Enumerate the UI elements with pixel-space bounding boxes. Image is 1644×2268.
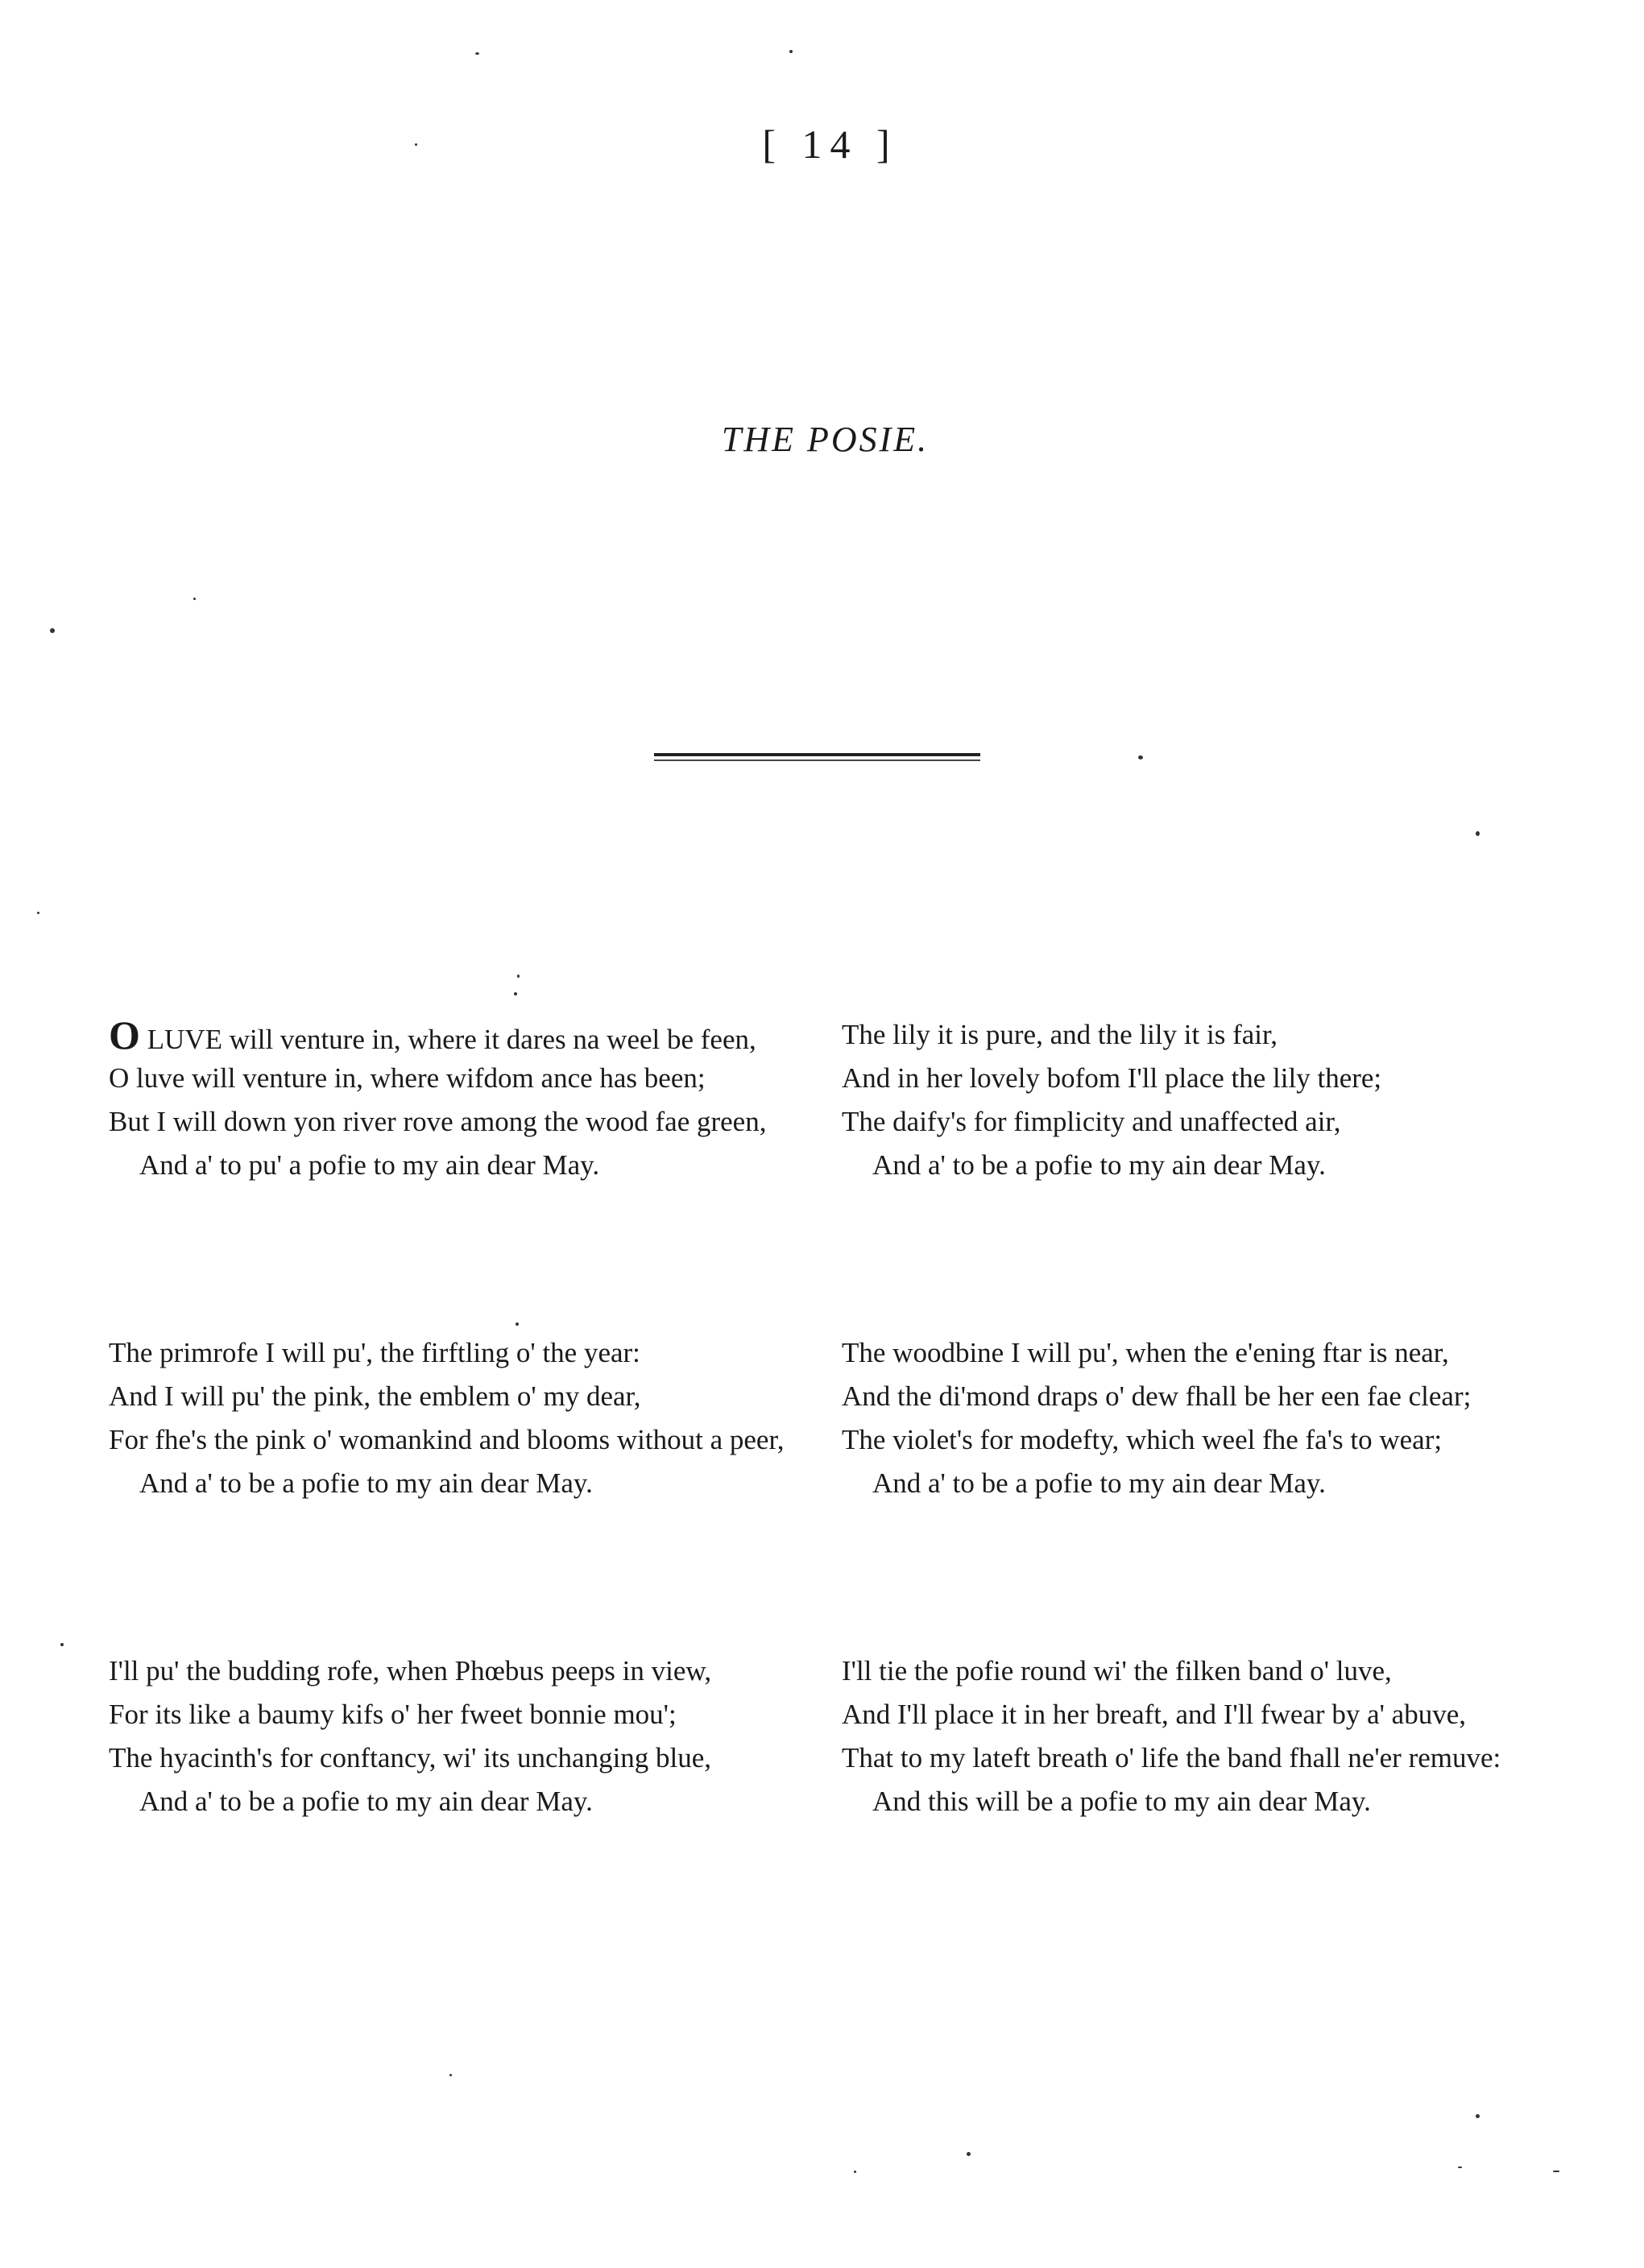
verse-line: O luve will venture in, where wifdom ance has been; <box>109 1062 706 1094</box>
scan-speck <box>475 52 479 55</box>
scan-speck <box>449 2074 452 2076</box>
scan-speck <box>37 912 39 914</box>
verse-line: For its like a baumy kifs o' her fweet bonnie mou'; <box>109 1699 677 1730</box>
verse-line: O LUVE will venture in, where it dares na weel be feen, <box>109 1012 756 1057</box>
verse-line: And the di'mond draps o' dew fhall be her een fae clear; <box>842 1380 1472 1412</box>
verse-line: That to my lateft breath o' life the band fhall ne'er remuve: <box>842 1742 1501 1773</box>
verse-line: The primrofe I will pu', the firftling o' the year: <box>109 1337 640 1368</box>
scan-speck <box>514 992 517 995</box>
scan-speck <box>1476 2114 1480 2118</box>
scan-speck <box>1138 755 1143 759</box>
verse-line: And I'll place it in her breaft, and I'll fwear by a' abuve, <box>842 1699 1466 1730</box>
scan-speck <box>193 598 196 600</box>
verse-line: For fhe's the pink o' womankind and blooms without a peer, <box>109 1424 785 1455</box>
verse-line: The lily it is pure, and the lily it is fair, <box>842 1019 1278 1050</box>
scan-speck <box>1553 2171 1559 2172</box>
refrain-line: And a' to be a pofie to my ain dear May. <box>872 1467 1326 1499</box>
scan-speck <box>1458 2167 1462 2168</box>
refrain-line: And a' to be a pofie to my ain dear May. <box>139 1786 593 1817</box>
scan-speck <box>516 1322 519 1326</box>
refrain-line: And this will be a pofie to my ain dear May. <box>872 1786 1371 1817</box>
verse-line: I'll pu' the budding rofe, when Phœbus peeps in view, <box>109 1655 712 1687</box>
scan-speck <box>854 2171 856 2173</box>
scan-speck <box>1476 831 1480 836</box>
refrain-line: And a' to be a pofie to my ain dear May. <box>139 1467 593 1499</box>
scan-speck <box>60 1643 64 1646</box>
verse-line: And I will pu' the pink, the emblem o' my dear, <box>109 1380 641 1412</box>
verse-line: The hyacinth's for conftancy, wi' its unchanging blue, <box>109 1742 712 1773</box>
scan-speck <box>517 975 520 978</box>
page-number: [ 14 ] <box>762 122 898 167</box>
title-divider <box>654 753 980 761</box>
verse-line: The daify's for fimplicity and unaffected air, <box>842 1106 1341 1137</box>
scan-speck <box>967 2152 971 2156</box>
refrain-line: And a' to be a pofie to my ain dear May. <box>872 1149 1326 1181</box>
verse-line: The woodbine I will pu', when the e'ening ftar is near, <box>842 1337 1449 1368</box>
verse-line: And in her lovely bofom I'll place the lily there; <box>842 1062 1382 1094</box>
poem-title: THE POSIE. <box>721 420 930 459</box>
scan-speck <box>789 50 793 53</box>
refrain-line: And a' to pu' a pofie to my ain dear May. <box>139 1149 600 1181</box>
drop-cap: O <box>109 1012 140 1057</box>
scan-speck <box>50 628 55 633</box>
scan-speck <box>415 143 417 146</box>
verse-line: The violet's for modefty, which weel fhe fa's to wear; <box>842 1424 1443 1455</box>
verse-line: I'll tie the pofie round wi' the filken band o' luve, <box>842 1655 1392 1687</box>
verse-line: But I will down yon river rove among the wood fae green, <box>109 1106 767 1137</box>
